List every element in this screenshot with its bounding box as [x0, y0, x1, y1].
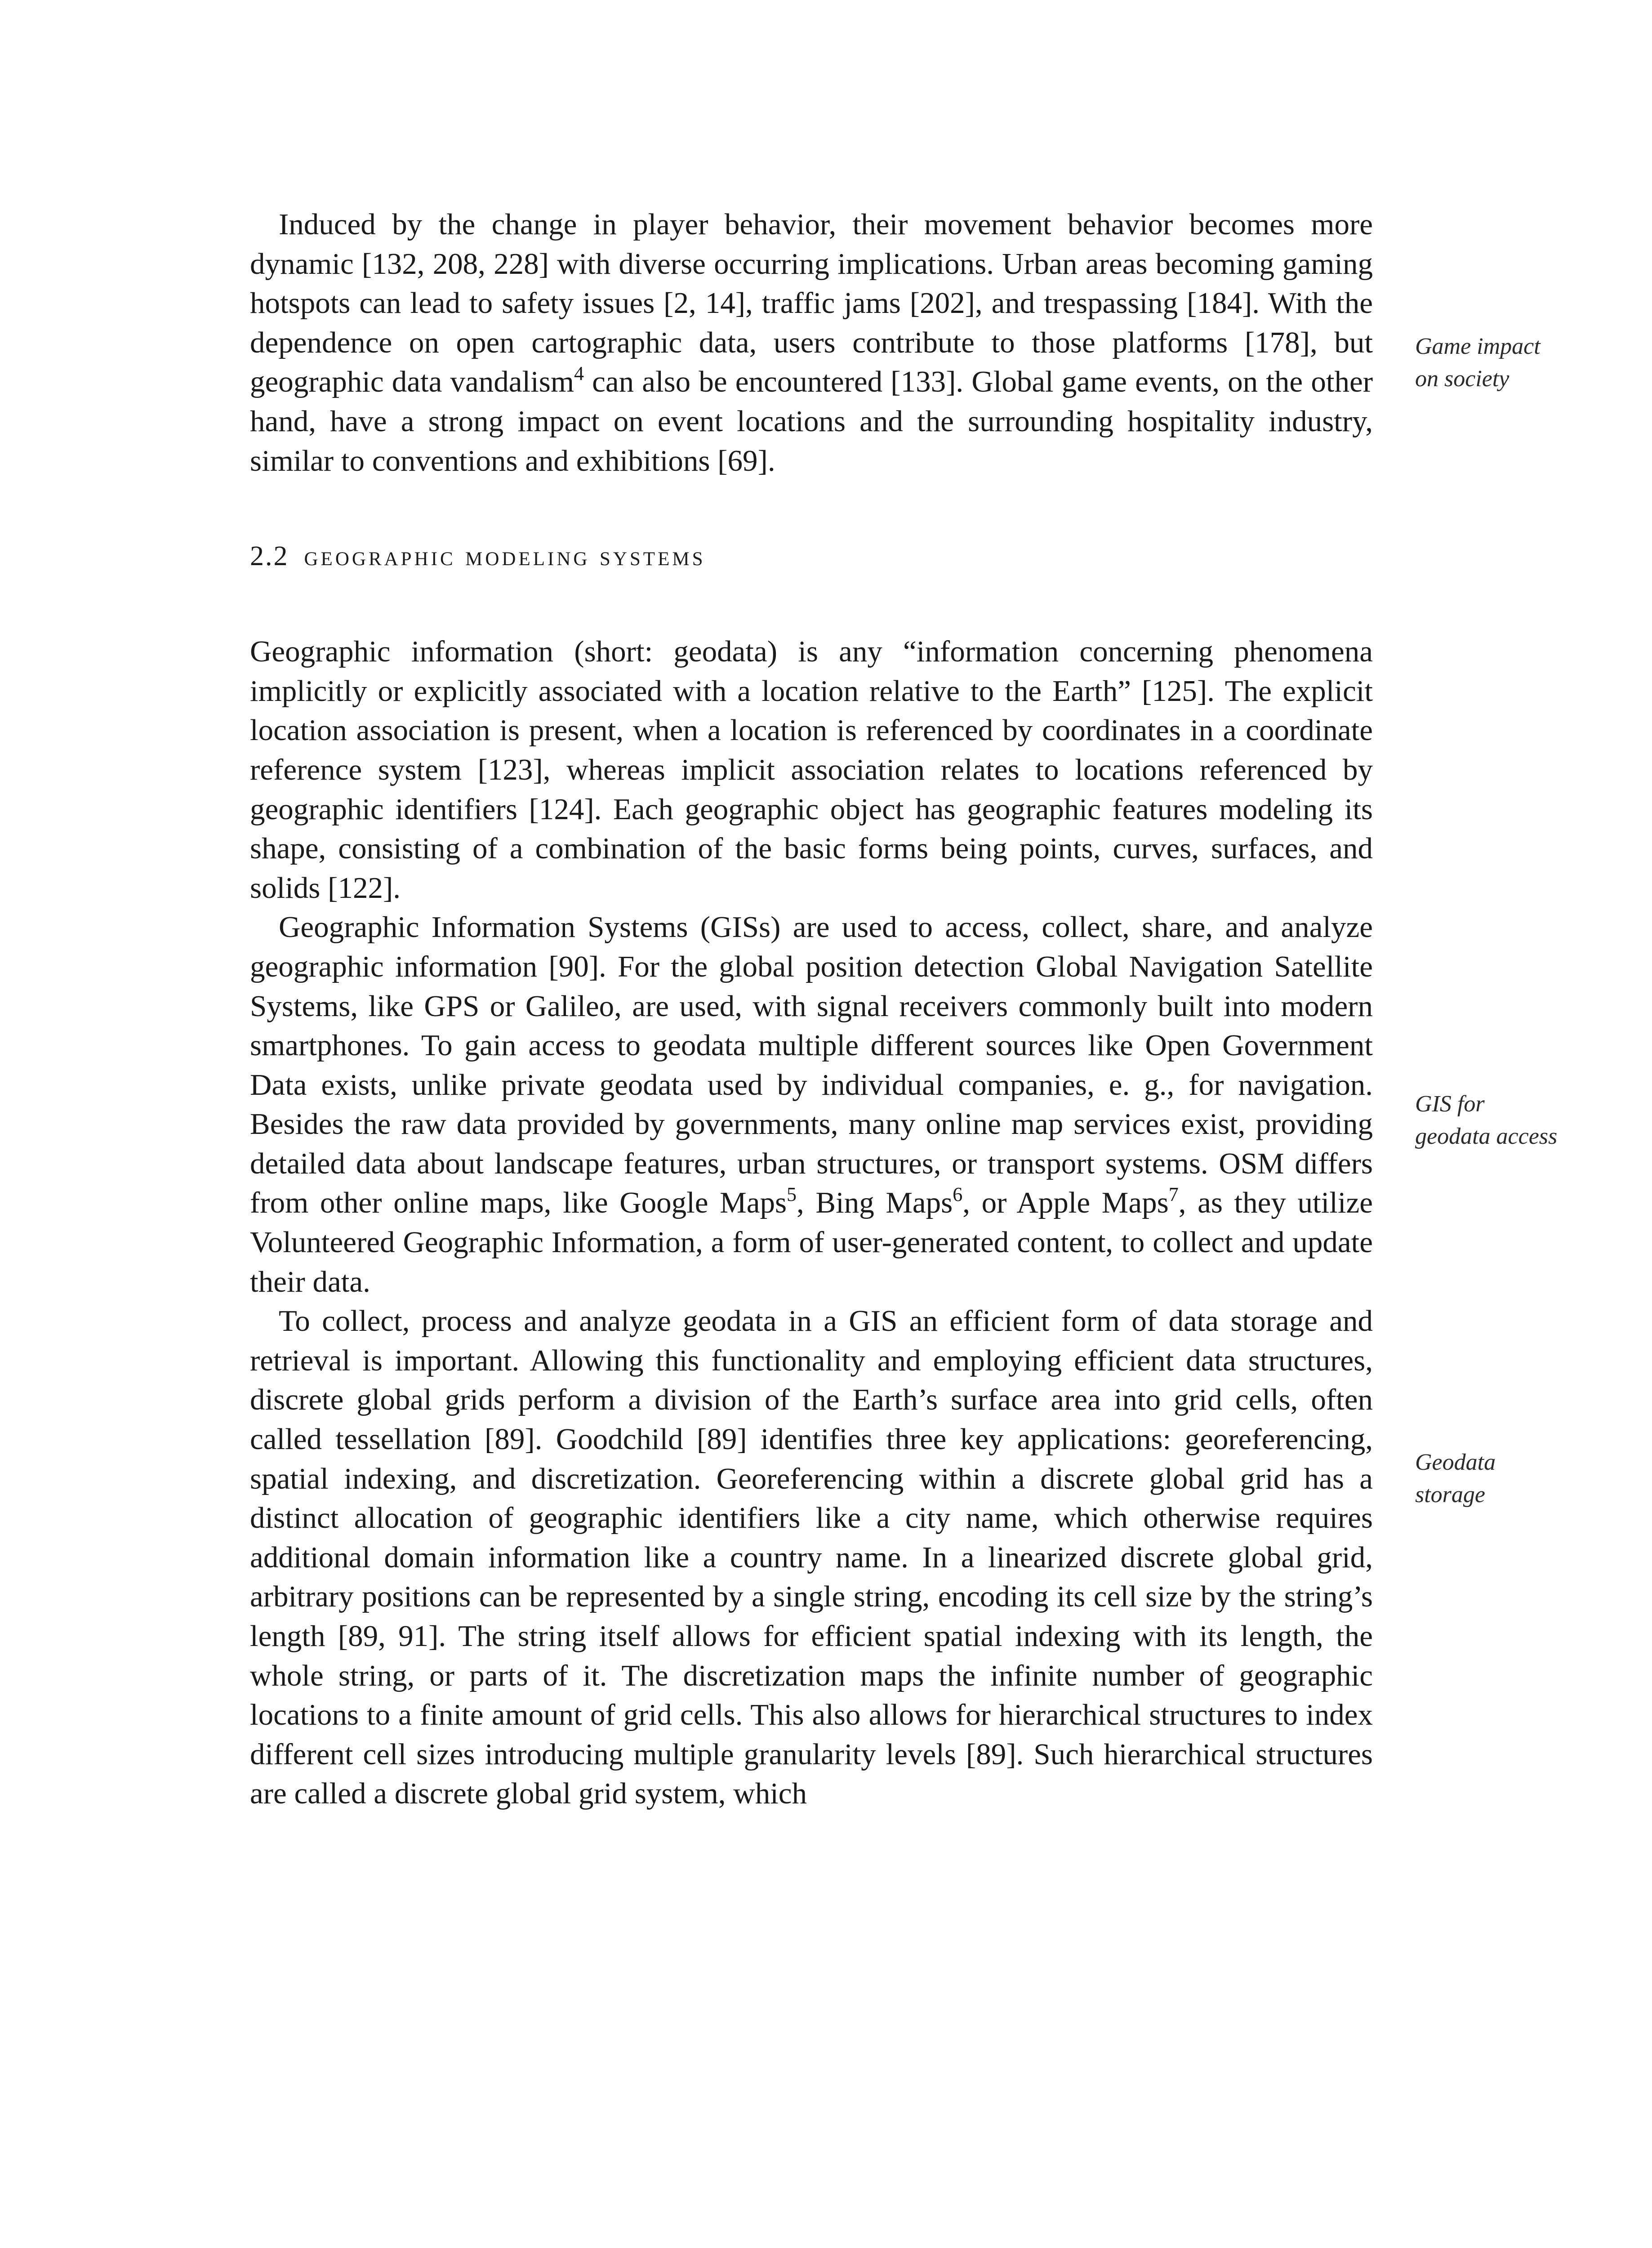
margin-note-line: Game impact: [1415, 334, 1541, 359]
margin-note-line: on society: [1415, 366, 1510, 392]
section-number: 2.2: [250, 541, 289, 572]
paragraph-text: can also be encountered [133]. Global game events, on the other hand, have a strong impact on event locations and the surrounding hospitality industry, similar to conventions and exhibitions [69].: [250, 365, 1373, 477]
margin-note-game-impact: [1415, 330, 1604, 395]
paragraph-gis: [250, 908, 1373, 1302]
footnote-marker: 5: [787, 1183, 797, 1206]
margin-note-line: geodata access: [1415, 1124, 1558, 1149]
footnote-marker: 6: [953, 1183, 963, 1206]
margin-note-gis: [1415, 1088, 1604, 1153]
paragraph-geographic-information: Geographic information (short: geodata) is any “information concerning phenomena implicitly or explicitly associated with a location relative to the Earth” [125]. The explicit location association is present, when a location is referenced by coordinates in a coordinate reference system [123], whereas implicit association relates to locations referenced by geographic identifiers [124]. Each geographic object has geographic features modeling its shape, consisting of a combination of the basic forms being points, curves, surfaces, and solids [122].: [250, 635, 1373, 905]
paragraph-text: , as they utilize Volunteered Geographic Information, a form of user-generated content, to collect and update their data.: [250, 1186, 1373, 1298]
section-title: geographic modeling systems: [304, 541, 706, 572]
footnote-marker: 7: [1168, 1183, 1179, 1206]
margin-note-line: GIS for: [1415, 1091, 1485, 1117]
paragraph-geodata-storage: To collect, process and analyze geodata in a GIS an efficient form of data storage and retrieval is important. Allowing this functionality and employing efficient data structures, discrete global grids perform a division of the Earth’s surface area into grid cells, often called tessellation [89]. Goodchild [89] identifies three key applications: georeferencing, spatial indexing, and discretization. Georeferencing within a discrete global grid has a distinct allocation of geographic identifiers like a city name, which otherwise requires additional domain information like a country name. In a linearized discrete global grid, arbitrary positions can be represented by a single string, encoding its cell size by the string’s length [89, 91]. The string itself allows for efficient spatial indexing with its length, the whole string, or parts of it. The discretization maps the infinite number of geographic locations to a finite amount of grid cells. This also allows for hierarchical structures to index different cell sizes introducing multiple granularity levels [89]. Such hierarchical structures are called a discrete global grid system, which: [250, 1304, 1373, 1811]
main-text-column: [250, 205, 1373, 1814]
section-heading: [250, 537, 1373, 576]
paragraph-text: , Bing Maps: [797, 1186, 953, 1220]
paragraph-text: Induced by the change in player behavior, their movement behavior becomes more dynamic [132, 208, 228] with diverse occurring implications. Urban areas becoming gaming hotspots can lead to safety issues [2, 14], traffic jams [202], and trespassing [184]. With the dependence on open cartographic data, users contribute to those platforms [178], but geographic data vandalism: [250, 208, 1373, 399]
margin-note-geodata-storage: [1415, 1446, 1604, 1511]
paragraph-game-impact: [250, 205, 1373, 481]
paragraph-text: Geographic Information Systems (GISs) are used to access, collect, share, and analyze geographic information [90]. For the global position detection Global Navigation Satellite Systems, like GPS or Galileo, are used, with signal receivers commonly built into modern smartphones. To gain access to geodata multiple different sources like Open Government Data exists, unlike private geodata used by individual companies, e. g., for navigation. Besides the raw data provided by governments, many online map services exist, providing detailed data about landscape features, urban structures, or transport systems. OSM differs from other online maps, like Google Maps: [250, 910, 1373, 1220]
footnote-marker: 4: [574, 362, 584, 385]
paragraph-text: , or Apple Maps: [962, 1186, 1169, 1220]
margin-note-line: storage: [1415, 1482, 1485, 1508]
margin-note-line: Geodata: [1415, 1450, 1496, 1475]
